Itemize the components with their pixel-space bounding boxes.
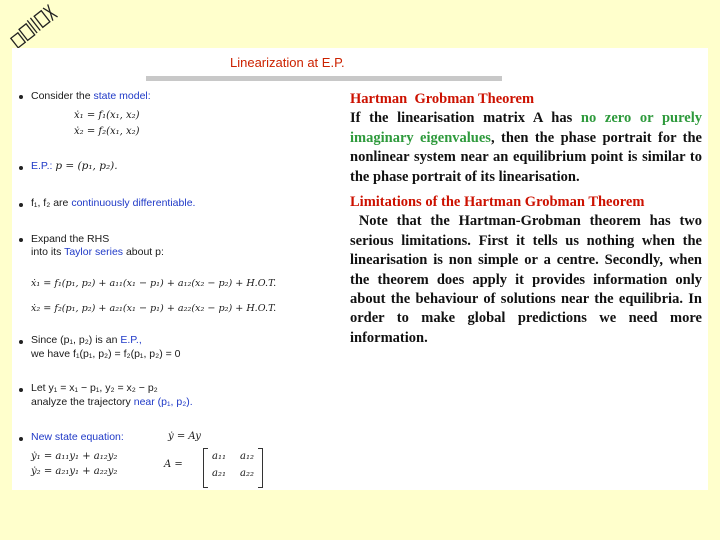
bullet-dot [19, 238, 23, 242]
bullet-taylor-line1: Expand the RHS [31, 233, 110, 245]
near-p-link[interactable]: near (p₁, p₂). [133, 396, 193, 408]
bullet-state-model: Consider the state model: [31, 90, 151, 102]
slide-title: Linearization at E.P. [230, 55, 345, 70]
matrix-a21: a₂₁ [212, 468, 226, 479]
bullet-let-line1: Let y₁ = x₁ − p₁, y₂ = x₂ − p₂ [31, 382, 158, 394]
equation-x2dot: ẋ₂ = f₂(x₁, x₂) [74, 126, 140, 137]
matrix-left-bracket [203, 448, 208, 488]
ep-link[interactable]: E.P.: [31, 160, 53, 172]
equation-y2dot: ẏ₂ = a₂₁y₁ + a₂₂y₂ [31, 466, 118, 477]
equation-y1dot: ẏ₁ = a₁₁y₁ + a₁₂y₂ [31, 451, 118, 462]
state-model-link[interactable]: state model: [93, 90, 151, 102]
limitations-heading: Limitations of the Hartman Grobman Theorem [350, 194, 645, 211]
taylor-series-link[interactable]: Taylor series [64, 246, 124, 258]
bullet-taylor-line2: into its Taylor series about p: [31, 246, 164, 258]
bullet-since-line2: we have f₁(p₁, p₂) = f₂(p₁, p₂) = 0 [31, 348, 181, 360]
bullet-since-line1: Since (p₁, p₂) is an E.P., [31, 334, 142, 346]
bullet-dot [19, 203, 23, 207]
ep-link-2[interactable]: E.P., [120, 334, 142, 346]
eigenvalue-condition: no zero or purely imaginary eigenvalues [350, 110, 703, 146]
bullet-differentiable: f₁, f₂ are continuously differentiable. [31, 197, 196, 209]
matrix-a12: a₁₂ [240, 451, 254, 462]
bullet-dot [19, 340, 23, 344]
theorem-text-block [350, 90, 702, 348]
bullet-new-state [31, 431, 124, 444]
continuously-differentiable-link[interactable]: continuously differentiable. [71, 197, 196, 209]
new-state-equation-link[interactable]: New state equation: [31, 431, 124, 443]
matrix-right-bracket [258, 448, 263, 488]
matrix-a22: a₂₂ [240, 468, 254, 479]
theorem-heading: Hartman Grobman Theorem [350, 91, 535, 107]
slide-panel [12, 48, 708, 490]
bullet-ep: E.P.: p = (p₁, p₂). [31, 160, 118, 172]
bullet-dot [19, 388, 23, 392]
equation-ydot-Ay: ẏ = Ay [168, 431, 201, 442]
matrix-label: A = [164, 459, 183, 470]
equation-x1dot: ẋ₁ = f₁(x₁, x₂) [74, 110, 140, 121]
theorem-statement: If the linearisation matrix A has no zero or purely imaginary eigenvalues, then the phase portrait for the nonlinear system near an equilibrium point is similar to the phase portrait of its linearisation. [350, 110, 703, 185]
matrix-a11: a₁₁ [212, 451, 226, 462]
taylor-equation-2: ẋ₂ = f₂(p₁, p₂) + a₂₁(x₁ − p₁) + a₂₂(x₂ − p₂) + H.O.T. [31, 303, 277, 314]
limitations-text: Note that the Hartman-Grobman theorem has two serious limitations. First it tells us nothing when the linearisation is non simple or a centre. Secondly, when the theorem does apply it provides information only about the behaviour of solutions near the equilibria. In order to make global predictions we need more information. [350, 213, 703, 346]
logo-icon [2, 2, 72, 54]
bullet-dot [19, 437, 23, 441]
bullet-dot [19, 166, 23, 170]
bullet-let-line2: analyze the trajectory near (p₁, p₂). [31, 396, 193, 408]
taylor-equation-1: ẋ₁ = f₁(p₁, p₂) + a₁₁(x₁ − p₁) + a₁₂(x₂ − p₂) + H.O.T. [31, 278, 277, 289]
title-divider [146, 76, 502, 81]
bullet-dot [19, 95, 23, 99]
